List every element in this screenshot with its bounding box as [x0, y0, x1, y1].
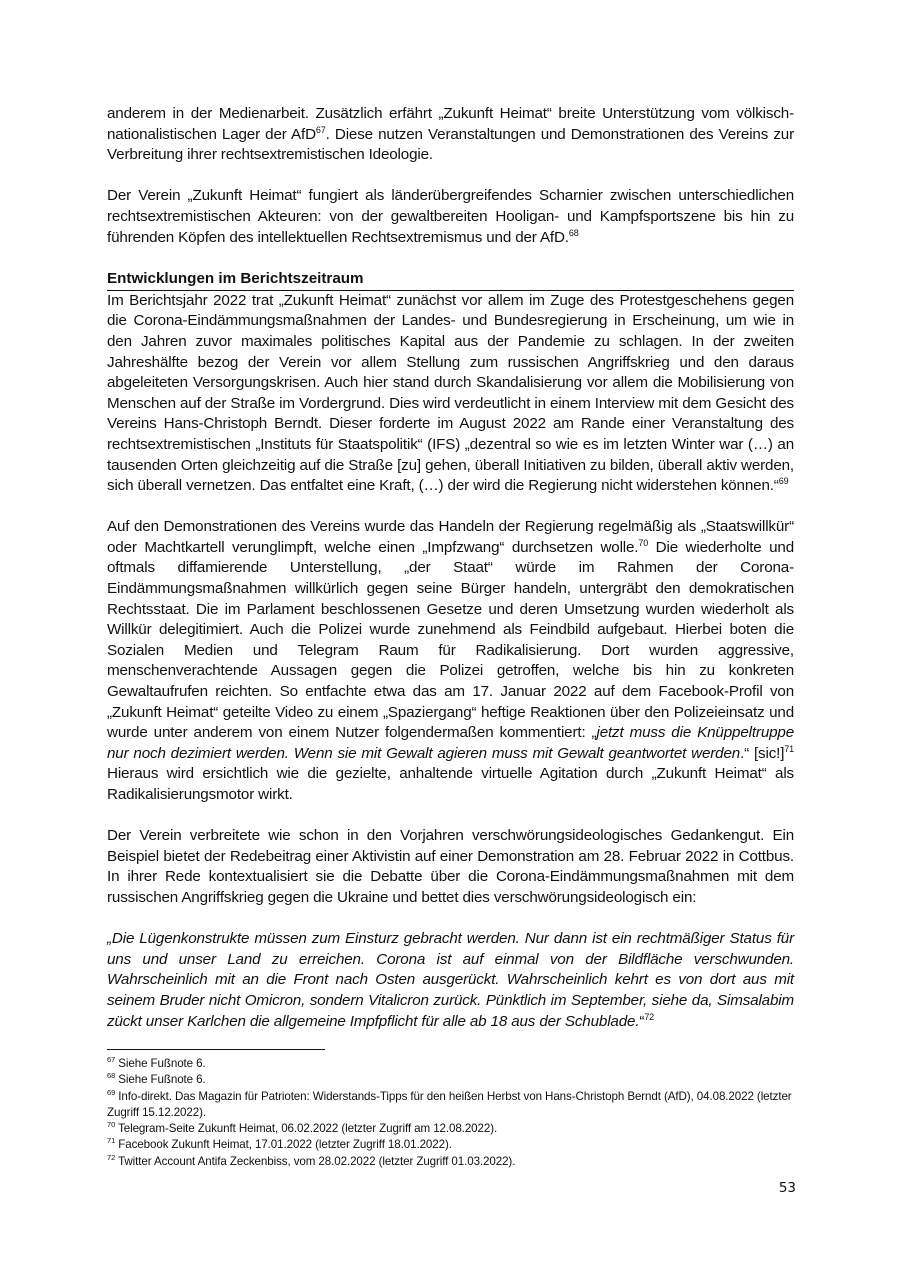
page-number: 53 [778, 1180, 796, 1196]
footnote-number: 72 [107, 1152, 116, 1162]
paragraph-4 [107, 517, 794, 805]
footnote-number: 71 [107, 1136, 116, 1146]
paragraph-text: anderem in der Medienarbeit. Zusätzlich erfährt „Zukunft Heimat“ breite Unterstützung vom völkisch-nationalistischen Lager der AfD [107, 105, 794, 143]
footnote-number: 70 [107, 1120, 116, 1130]
paragraph-text: Der Verein verbreitete wie schon in den Vorjahren verschwörungsideologisches Gedankengut. Ein Beispiel bietet der Redebeitrag einer Aktivistin auf einer Demonstration am 28. Februar 2022 in Cottbus. In ihrer Rede kontextualisiert sie die Debatte über die Corona-Eindämmungsmaßnahmen mit dem russischen Angriffskrieg gegen die Ukraine und bettet dies verschwörungsideologisch ein: [107, 827, 794, 906]
footnote [107, 1137, 794, 1153]
footnote [107, 1121, 794, 1137]
footnote [107, 1056, 794, 1072]
paragraph-1 [107, 104, 794, 166]
footnote-number: 68 [107, 1071, 116, 1081]
paragraph-text: Auf den Demonstrationen des Vereins wurde das Handeln der Regierung regelmäßig als „Staatswillkür“ oder Machtkartell verunglimpft, welche einen „Impfzwang“ durchsetzen wolle. [107, 518, 794, 556]
paragraph-text: Die wiederholte und oftmals diffamierende Unterstellung, „der Staat“ würde im Rahmen der Corona-Eindämmungsmaßnahmen willkürlich gegen seine Bürger handeln, untergräbt den demokratischen Rechtsstaat. Die im Parlament beschlossenen Gesetze und deren Umsetzung wurden wiederholt als Willkür delegitimiert. Auch die Polizei wurde zunehmend als Feindbild aufgebaut. Hierbei boten die Sozialen Medien und Telegram Raum für Radikalisierung. Dort wurden aggressive, menschenverachtende Aussagen gegen die Polizei getroffen, welche bis hin zu konkreten Gewaltaufrufen reichten. So entfachte etwa das am 17. Januar 2022 auf dem Facebook-Profil von „Zukunft Heimat“ geteilte Video zu einem „Spaziergang“ heftige Reaktionen über den Polizeieinsatz und wurde unter anderem von einem Nutzer folgendermaßen kommentiert: „ [107, 538, 794, 742]
document-body [107, 104, 794, 1032]
footnote-text: Telegram-Seite Zukunft Heimat, 06.02.2022 (letzter Zugriff am 12.08.2022). [115, 1122, 498, 1136]
section-heading: Entwicklungen im Berichtszeitraum [107, 269, 794, 291]
footnotes [107, 1056, 794, 1170]
footnote-ref: 72 [644, 1011, 655, 1022]
footnote-text: Siehe Fußnote 6. [115, 1073, 206, 1087]
footnote-number: 69 [107, 1087, 116, 1097]
quote-text: jetzt muss die Knüppeltruppe nur noch dezimiert werden. Wenn sie mit Gewalt agieren muss mit Gewalt geantwortet werden [107, 724, 795, 762]
paragraph-text: Der Verein „Zukunft Heimat“ fungiert als länderübergreifendes Scharnier zwischen unterschiedlichen rechtsextremistischen Akteuren: von der gewaltbereiten Hooligan- und Kampfsportszene bis hin zu führenden Köpfen des intellektuellen Rechtsextremismus und der AfD. [107, 187, 794, 246]
footnote-ref: 69 [778, 476, 789, 487]
footnote [107, 1089, 794, 1122]
footnote [107, 1072, 794, 1088]
footnote-text: Siehe Fußnote 6. [115, 1057, 206, 1070]
footnote-separator [107, 1049, 325, 1050]
footnote-text: Info-direkt. Das Magazin für Patrioten: Widerstands-Tipps für den heißen Herbst von Hans-Christoph Berndt (AfD), 04.08.2022 (letzter Zugriff 15.12.2022). [107, 1089, 792, 1119]
paragraph-text: .“ [sic!] [740, 744, 785, 762]
quote-text: „Die Lügenkonstrukte müssen zum Einsturz gebracht werden. Nur dann ist ein rechtmäßiger Status für uns und unser Land zu erreichen. Corona ist auf einmal von der Bildfläche verschwunden. Wahrscheinlich mit an die Front nach Osten ausgerückt. Wahrscheinlich kehrt es von dort aus mit seinem Bruder nicht Omicron, sondern Vitalicron zurück. Pünktlich im September, siehe da, Simsalabim zückt unser Karlchen die allgemeine Impfpflicht für alle ab 18 aus der Schublade. [107, 930, 794, 1030]
footnote-text: Twitter Account Antifa Zeckenbiss, vom 28.02.2022 (letzter Zugriff 01.03.2022). [115, 1154, 516, 1168]
footnote-ref: 67 [315, 124, 326, 135]
footnote-number: 67 [107, 1055, 116, 1065]
paragraph-3 [107, 291, 794, 497]
paragraph-text: . Diese nutzen Veranstaltungen und Demonstrationen des Vereins zur Verbreitung ihrer rechtsextremistischen Ideologie. [107, 125, 794, 164]
footnote-ref: 68 [568, 227, 579, 238]
paragraph-text: Hieraus wird ersichtlich wie die gezielte, anhaltende virtuelle Agitation durch „Zukunft Heimat“ als Radikalisierungsmotor wirkt. [107, 765, 794, 803]
paragraph-text: Im Berichtsjahr 2022 trat „Zukunft Heimat“ zunächst vor allem im Zuge des Protestgeschehens gegen die Corona-Eindämmungsmaßnahmen der Landes- und Bundesregierung in Erscheinung, um wie in den Jahren zuvor maximales politisches Kapital aus der Pandemie zu schlagen. In der zweiten Jahreshälfte bezog der Verein vor allem Stellung zum russischen Angriffskrieg und den daraus abgeleiteten Versorgungskrisen. Auch hier stand durch Skandalisierung vor allem die Mobilisierung von Menschen auf der Straße im Vordergrund. Dies wird verdeutlicht in einem Interview mit dem Gesicht des Vereins Hans-Christoph Berndt. Dieser forderte im August 2022 am Rande einer Veranstaltung des rechtsextremistischen „Instituts für Staatspolitik“ (IFS) „dezentral so wie es im letzten Winter war (…) an tausenden Orten gleichzeitig auf die Straße [zu] gehen, überall Initiativen zu bilden, überall aktiv werden, sich überall vernetzen. Das entfaltet eine Kraft, (…) der wird die Regierung nicht widerstehen können.“ [107, 291, 794, 495]
footnote [107, 1154, 794, 1170]
block-quote [107, 929, 794, 1032]
footnote-ref: 70 [638, 537, 649, 548]
quote-close: “ [639, 1012, 645, 1030]
footnote-ref: 71 [784, 743, 794, 754]
paragraph-2 [107, 186, 794, 248]
paragraph-5 [107, 826, 794, 908]
footnote-text: Facebook Zukunft Heimat, 17.01.2022 (letzter Zugriff 18.01.2022). [115, 1138, 452, 1152]
